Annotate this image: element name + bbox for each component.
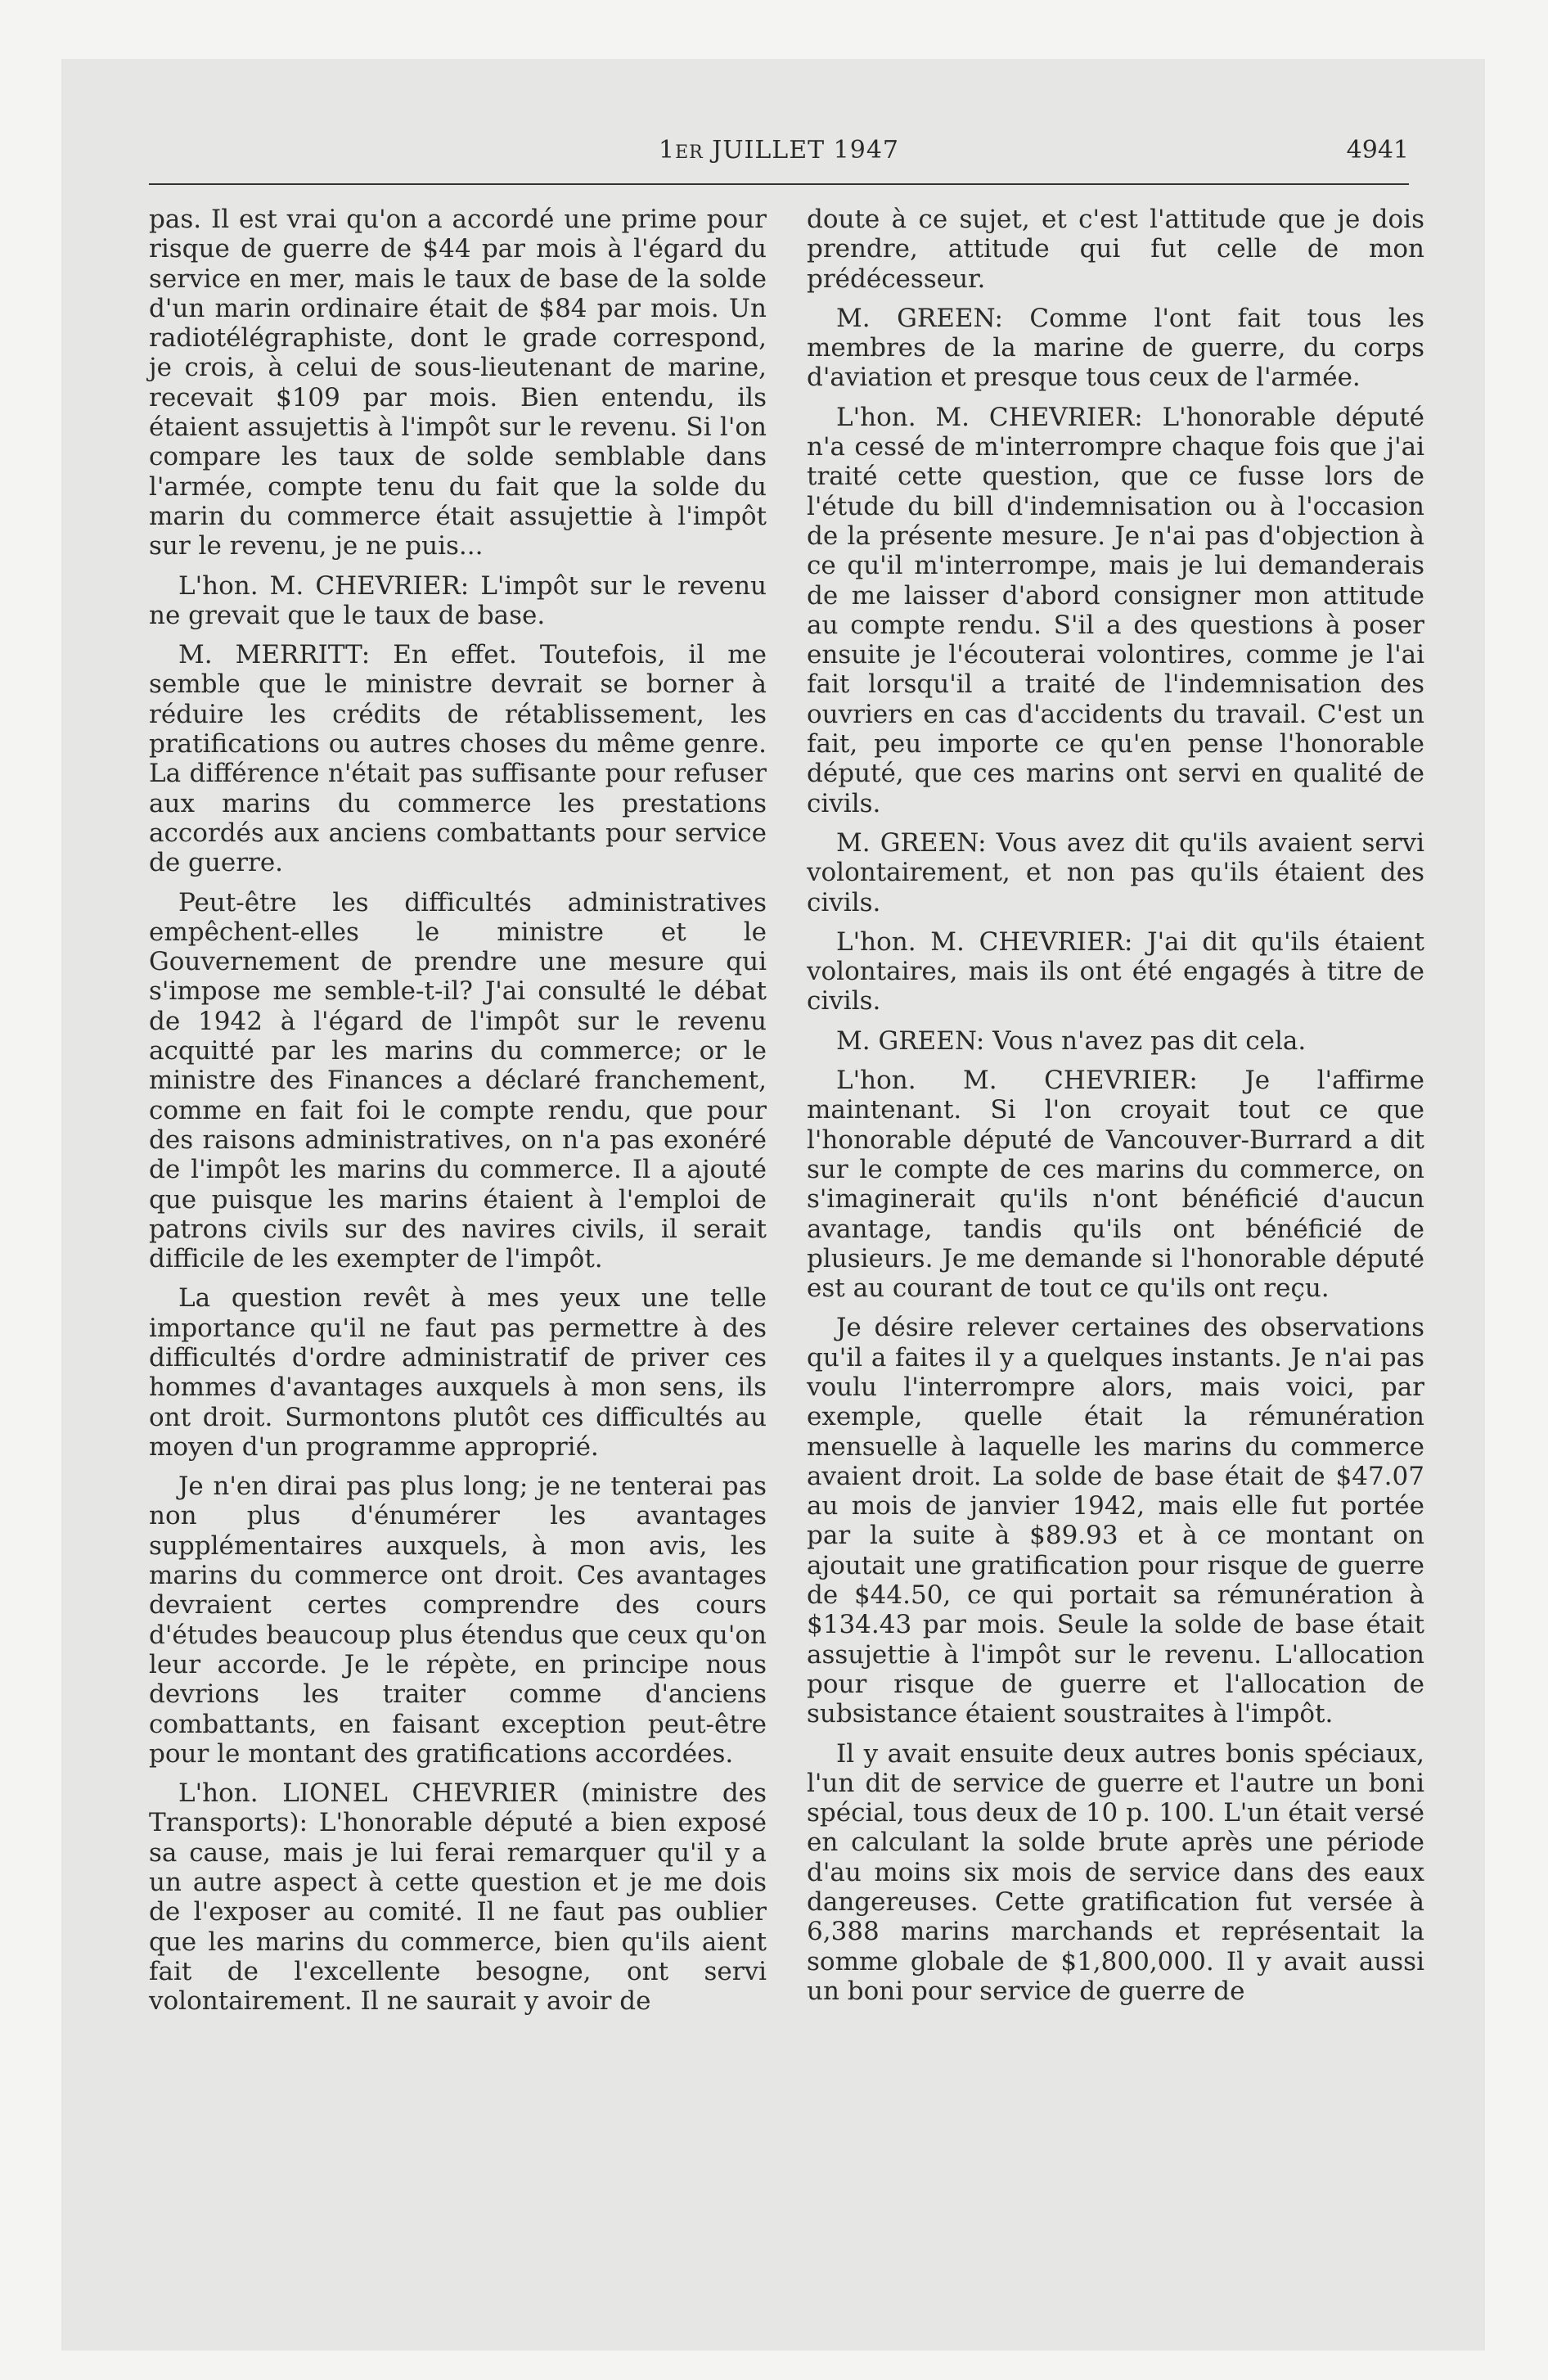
paragraph: L'hon. M. CHEVRIER: L'honorable député n'a cessé de m'interrompre chaque fois que j'ai traité cette question, que ce fusse lors de l'étude du bill d'indemnisation ou à l'occasion de la présente mesure. Je n'ai pas d'objection à ce qu'il m'interrompe, mais je lui demanderais de me laisser d'abord consigner mon attitude au compte rendu. S'il a des questions à poser ensuite je l'écouterai volontires, comme je l'ai fait lorsqu'il a traité de l'indemnisation des ouvriers en cas d'accidents du travail. C'est un fait, peu importe ce qu'en pense l'honorable député, que ces marins ont servi en qualité de civils. <box>807 402 1424 818</box>
paragraph: M. MERRITT: En effet. Toutefois, il me semble que le ministre devrait se borner à réduire les crédits de rétablissement, les pratifications ou autres choses du même genre. La différence n'était pas suffisante pour refuser aux marins du commerce les prestations accordés aux anciens combattants pour service de guerre. <box>149 640 767 878</box>
header-date <box>149 136 1409 165</box>
paragraph: L'hon. M. CHEVRIER: Je l'affirme maintenant. Si l'on croyait tout ce que l'honorable député de Vancouver-Burrard a dit sur le compte de ces marins du commerce, on s'imaginerait qu'ils n'ont bénéficié d'aucun avantage, tandis qu'ils ont bénéficié de plusieurs. Je me demande si l'honorable député est au courant de tout ce qu'ils ont reçu. <box>807 1066 1424 1304</box>
paragraph: L'hon. M. CHEVRIER: L'impôt sur le revenu ne grevait que le taux de base. <box>149 570 767 630</box>
date-month-year: JUILLET 1947 <box>703 136 900 165</box>
right-column <box>807 205 1424 2016</box>
paragraph: Il y avait ensuite deux autres bonis spéciaux, l'un dit de service de guerre et l'autre un boni spécial, tous deux de 10 p. 100. L'un était versé en calculant la solde brute après une période d'au moins six mois de service dans des eaux dangereuses. Cette gratification fut versée à 6,388 marins marchands et représentait la somme globale de $1,800,000. Il y avait aussi un boni pour service de guerre de <box>807 1738 1424 2006</box>
paragraph: Peut-être les difficultés administratives empêchent-elles le ministre et le Gouvernement de prendre une mesure qui s'impose me semble-t-il? J'ai consulté le débat de 1942 à l'égard de l'impôt sur le revenu acquitté par les marins du commerce; or le ministre des Finances a déclaré franchement, comme en fait foi le compte rendu, que pour des raisons administratives, on n'a pas exonéré de l'impôt les marins du commerce. Il a ajouté que puisque les marins étaient à l'emploi de patrons civils sur des navires civils, il serait difficile de les exempter de l'impôt. <box>149 887 767 1274</box>
paragraph: pas. Il est vrai qu'on a accordé une prime pour risque de guerre de $44 par mois à l'égard du service en mer, mais le taux de base de la solde d'un marin ordinaire était de $84 par mois. Un radiotélégraphiste, dont le grade correspond, je crois, à celui de sous-lieutenant de marine, recevait $109 par mois. Bien entendu, ils étaient assujettis à l'impôt sur le revenu. Si l'on compare les taux de solde semblable dans l'armée, compte tenu du fait que la solde du marin du commerce était assujettie à l'impôt sur le revenu, je ne puis... <box>149 205 767 561</box>
paragraph: doute à ce sujet, et c'est l'attitude que je dois prendre, attitude qui fut celle de mon prédécesseur. <box>807 205 1424 294</box>
header-rule <box>149 183 1409 185</box>
paragraph: Je n'en dirai pas plus long; je ne tenterai pas non plus d'énumérer les avantages supplémentaires auxquels, à mon avis, les marins du commerce ont droit. Ces avantages devraient certes comprendre des cours d'études beaucoup plus étendus que ceux qu'on leur accorde. Je le répète, en principe nous devrions les traiter comme d'anciens combattants, en faisant exception peut-être pour le montant des gratifications accordées. <box>149 1472 767 1769</box>
paragraph: M. GREEN: Comme l'ont fait tous les membres de la marine de guerre, du corps d'aviation et presque tous ceux de l'armée. <box>807 303 1424 393</box>
date-day: 1 <box>658 136 676 165</box>
date-ordinal: ER <box>675 142 704 163</box>
paragraph: M. GREEN: Vous avez dit qu'ils avaient servi volontairement, et non pas qu'ils étaient des civils. <box>807 827 1424 917</box>
paragraph: Je désire relever certaines des observations qu'il a faites il y a quelques instants. Je n'ai pas voulu l'interrompre alors, mais voici, par exemple, quelle était la rémunération mensuelle à laquelle les marins du commerce avaient droit. La solde de base était de $47.07 au mois de janvier 1942, mais elle fut portée par la suite à $89.93 et à ce montant on ajoutait une gratification pour risque de guerre de $44.50, ce qui portait sa rémunération à $134.43 par mois. Seule la solde de base était assujettie à l'impôt sur le revenu. L'allocation pour risque de guerre et l'allocation de subsistance étaient soustraites à l'impôt. <box>807 1313 1424 1729</box>
paragraph: L'hon. M. CHEVRIER: J'ai dit qu'ils étaient volontaires, mais ils ont été engagés à titre de civils. <box>807 926 1424 1016</box>
page-header <box>149 136 1409 177</box>
paragraph: La question revêt à mes yeux une telle importance qu'il ne faut pas permettre à des difficultés d'ordre administratif de priver ces hommes d'avantages auxquels à mon sens, ils ont droit. Surmontons plutôt ces difficultés au moyen d'un programme approprié. <box>149 1283 767 1462</box>
paragraph: L'hon. LIONEL CHEVRIER (ministre des Transports): L'honorable député a bien exposé sa cause, mais je lui ferai remarquer qu'il y a un autre aspect à cette question et je me dois de l'exposer au comité. Il ne faut pas oublier que les marins du commerce, bien qu'ils aient fait de l'excellente besogne, ont servi volontairement. Il ne saurait y avoir de <box>149 1778 767 2017</box>
page-number: 4941 <box>1346 136 1409 165</box>
paragraph: M. GREEN: Vous n'avez pas dit cela. <box>836 1025 1307 1056</box>
left-column <box>149 205 767 2026</box>
